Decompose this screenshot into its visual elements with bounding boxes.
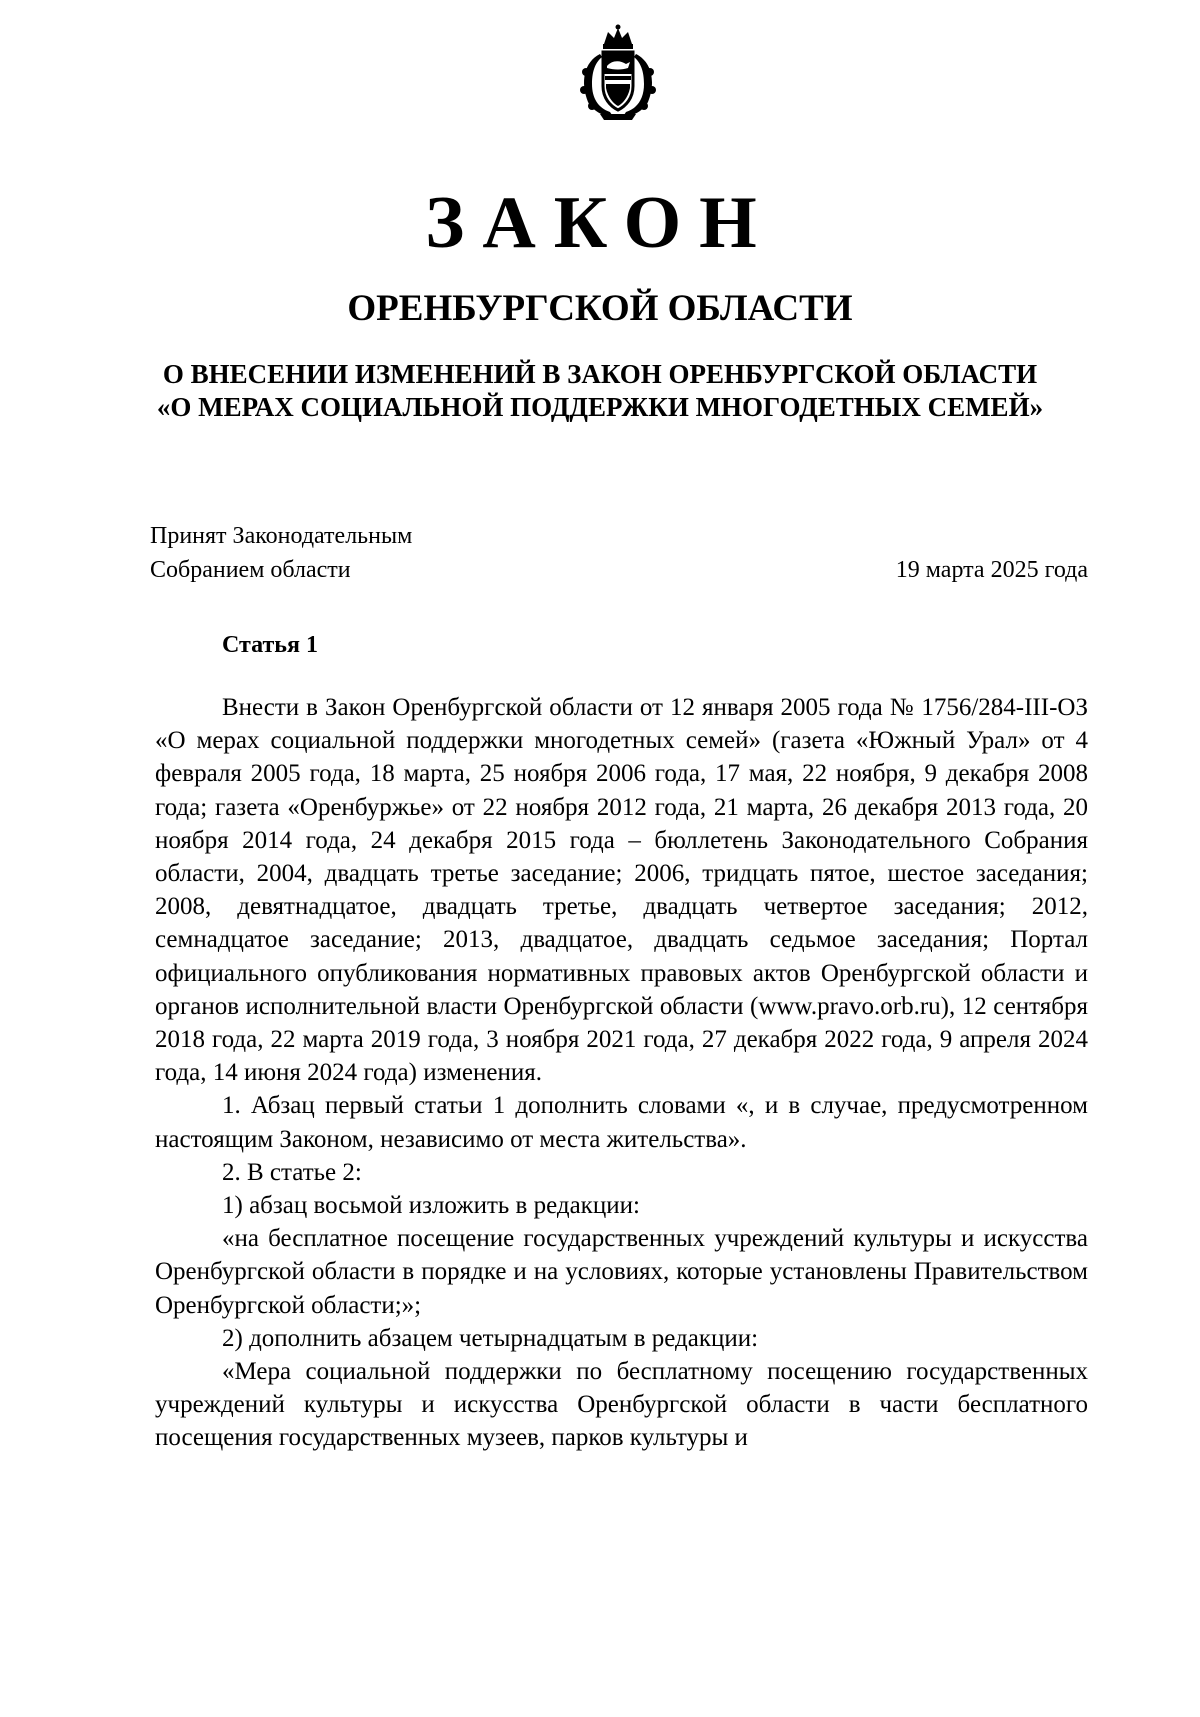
article-paragraph: 2) дополнить абзацем четырнадцатым в редакции:	[222, 1324, 759, 1352]
article-paragraph: 2. В статье 2:	[222, 1158, 362, 1186]
law-subject-line-1: О ВНЕСЕНИИ ИЗМЕНЕНИЙ В ЗАКОН ОРЕНБУРГСКОЙ ОБЛАСТИ	[162, 359, 1038, 389]
adoption-note-line-1: Принят Законодательным	[150, 523, 413, 549]
article-paragraph: «Мера социальной поддержки по бесплатному посещению государственных учреждений культуры и искусства Оренбургской области в части бесплатного посещения государственных музеев, парков культуры и	[155, 1358, 1088, 1452]
law-subject-line-2: «О МЕРАХ СОЦИАЛЬНОЙ ПОДДЕРЖКИ МНОГОДЕТНЫХ СЕМЕЙ»	[156, 392, 1044, 422]
article-paragraph: 1. Абзац первый статьи 1 дополнить словами «, и в случае, предусмотренном настоящим Законом, независимо от места жительства».	[155, 1092, 1088, 1153]
adoption-note-line-2: Собранием области	[150, 557, 351, 583]
adoption-note	[150, 519, 412, 587]
article-paragraph: «на бесплатное посещение государственных учреждений культуры и искусства Оренбургской области в порядке и на условиях, которые установлены Правительством Оренбургской области;»;	[155, 1225, 1088, 1319]
coat-of-arms-emblem	[570, 24, 666, 122]
document-type-title: ЗАКОН	[425, 182, 775, 264]
article-heading: Статья 1	[222, 632, 318, 658]
region-title: ОРЕНБУРГСКОЙ ОБЛАСТИ	[347, 288, 853, 329]
law-subject	[0, 358, 1200, 424]
article-paragraph: 1) абзац восьмой изложить в редакции:	[222, 1192, 640, 1220]
adoption-date: 19 марта 2025 года	[895, 557, 1088, 583]
article-body	[155, 691, 1088, 1455]
article-paragraph: Внести в Закон Оренбургской области от 12 января 2005 года № 1756/284-III-ОЗ «О мерах социальной поддержки многодетных семей» (газета «Южный Урал» от 4 февраля 2005 года, 18 марта, 25 ноября 2006 года, 17 мая, 22 ноября, 9 декабря 2008 года; газета «Оренбуржье» от 22 ноября 2012 года, 21 марта, 26 декабря 2013 года, 20 ноября 2014 года, 24 декабря 2015 года – бюллетень Законодательного Собрания области, 2004, двадцать третье заседание; 2006, тридцать пятое, шестое заседания; 2008, девятнадцатое, двадцать третье, двадцать четвертое заседания; 2012, семнадцатое заседание; 2013, двадцатое, двадцать седьмое заседания; Портал официального опубликования нормативных правовых актов Оренбургской области и органов исполнительной власти Оренбургской области (www.pravo.orb.ru), 12 сентября 2018 года, 22 марта 2019 года, 3 ноября 2021 года, 27 декабря 2022 года, 9 апреля 2024 года, 14 июня 2024 года) изменения.	[155, 694, 1088, 1087]
